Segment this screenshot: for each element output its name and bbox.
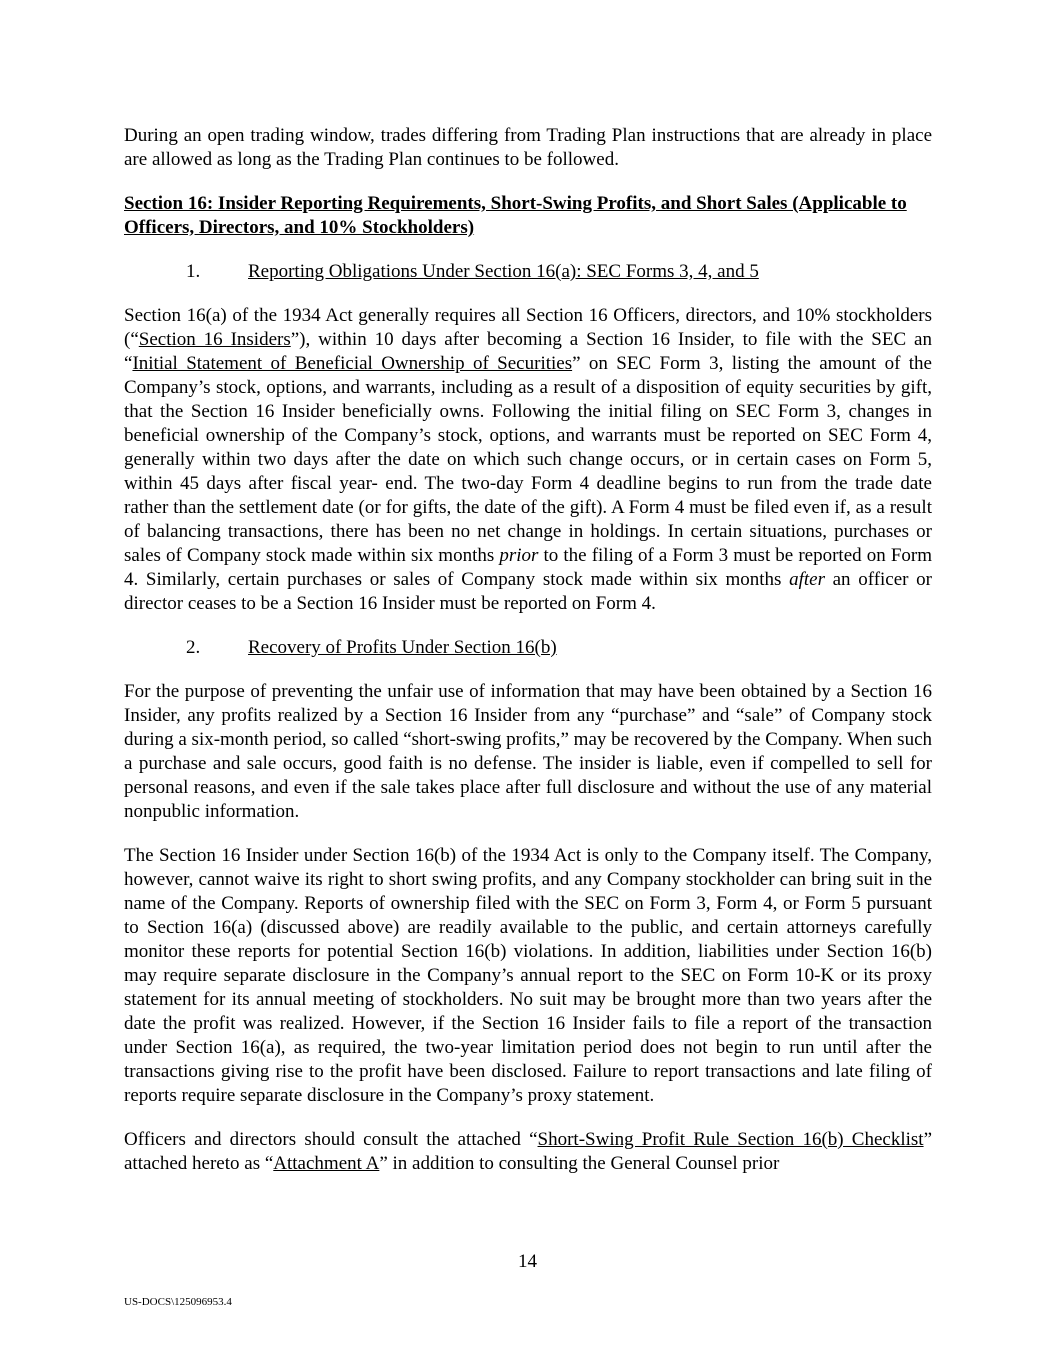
para1-text-3: ” on SEC Form 3, listing the amount of the Company’s stock, options, and warrants, including as a result of a disposition of equity securities by gift, that the Section 16 Insider beneficially owns. Following the initial filing on SEC Form 3, changes in beneficial ownership of the Company’s stock, options, and warrants must be reported on SEC Form 4, generally within two days after the date on which such change occurs, or in certain cases on Form 5, within 45 days after fiscal year- end. The two-day Form 4 deadline begins to run from the trade date rather than the settlement date (or for gifts, the date of the gift). A Form 4 must be filed even if, as a result of balancing transactions, there has been no net change in holdings. In certain situations, purchases or sales of Company stock made within six months [124,353,932,566]
document-body [124,124,932,1196]
document-id: US-DOCS\125096953.4 [124,1296,232,1308]
reporting-obligations-paragraph [124,304,932,616]
para1-text-4: to the filing of a Form 3 must be reported on Form 4. Similarly, certain purchases or sales of Company stock made within six months [124,545,933,590]
para1-text-2: ”), within 10 days after becoming a Section 16 Insider, to file with the SEC an “ [124,329,932,374]
recovery-of-profits-paragraph: For the purpose of preventing the unfair use of information that may have been obtained by a Section 16 Insider, any profits realized by a Section 16 Insider from any “purchase” and “sale” of Company stock during a six-month period, so called “short-swing profits,” may be recovered by the Company. When such a purchase and sale occurs, good faith is no defense. The insider is liable, even if compelled to sell for personal reasons, and even if the sale takes place after full disclosure and without the use of any material nonpublic information. [124,681,932,822]
item-1-number: 1. [186,261,201,282]
para1-text-5: an officer or director ceases to be a Section 16 Insider must be reported on Form 4. [124,569,932,614]
para4-text-3: ” in addition to consulting the General Counsel prior [379,1153,780,1174]
checklist-paragraph [124,1128,932,1176]
attachment-a-reference: Attachment A [273,1153,380,1174]
item-2-number: 2. [186,637,201,658]
section-16-heading: Section 16: Insider Reporting Requirements, Short-Swing Profits, and Short Sales (Applicable to Officers, Directors, and 10% Stockholders) [124,193,907,238]
after-emphasis: after [789,569,825,590]
item-2-title: Recovery of Profits Under Section 16(b) [248,637,557,658]
initial-statement-term: Initial Statement of Beneficial Ownership of Securities [132,353,573,374]
item-1-title: Reporting Obligations Under Section 16(a): SEC Forms 3, 4, and 5 [248,261,759,282]
item-1-heading [124,260,932,284]
prior-emphasis: prior [499,545,539,566]
item-2-heading [124,636,932,660]
section-16b-liability-paragraph: The Section 16 Insider under Section 16(b) of the 1934 Act is only to the Company itself. The Company, however, cannot waive its right to short swing profits, and any Company stockholder can bring suit in the name of the Company. Reports of ownership filed with the SEC on Form 3, Form 4, or Form 5 pursuant to Section 16(a) (discussed above) are readily available to the public, and certain attorneys carefully monitor these reports for potential Section 16(b) violations. In addition, liabilities under Section 16(b) may require separate disclosure in the Company’s annual report to the SEC on Form 10-K or its proxy statement for its annual meeting of stockholders. No suit may be brought more than two years after the date the profit was realized. However, if the Section 16 Insider fails to file a report of the transaction under Section 16(a), as required, the two-year limitation period does not begin to run until after the transactions giving rise to the profit have been disclosed. Failure to report transactions and late filing of reports require separate disclosure in the Company’s proxy statement. [124,845,932,1106]
page-number: 14 [518,1251,537,1272]
intro-paragraph: During an open trading window, trades differing from Trading Plan instructions that are already in place are allowed as long as the Trading Plan continues to be followed. [124,125,932,170]
section-16-insiders-term: Section 16 Insiders [138,329,291,350]
checklist-reference: Short-Swing Profit Rule Section 16(b) Checklist [537,1129,924,1150]
para1-text-1: Section 16(a) of the 1934 Act generally requires all Section 16 Officers, directors, and 10% stockholders (“ [124,305,932,350]
para4-text-1: Officers and directors should consult the attached “ [124,1129,538,1150]
para4-text-2: ” attached hereto as “ [124,1129,932,1174]
